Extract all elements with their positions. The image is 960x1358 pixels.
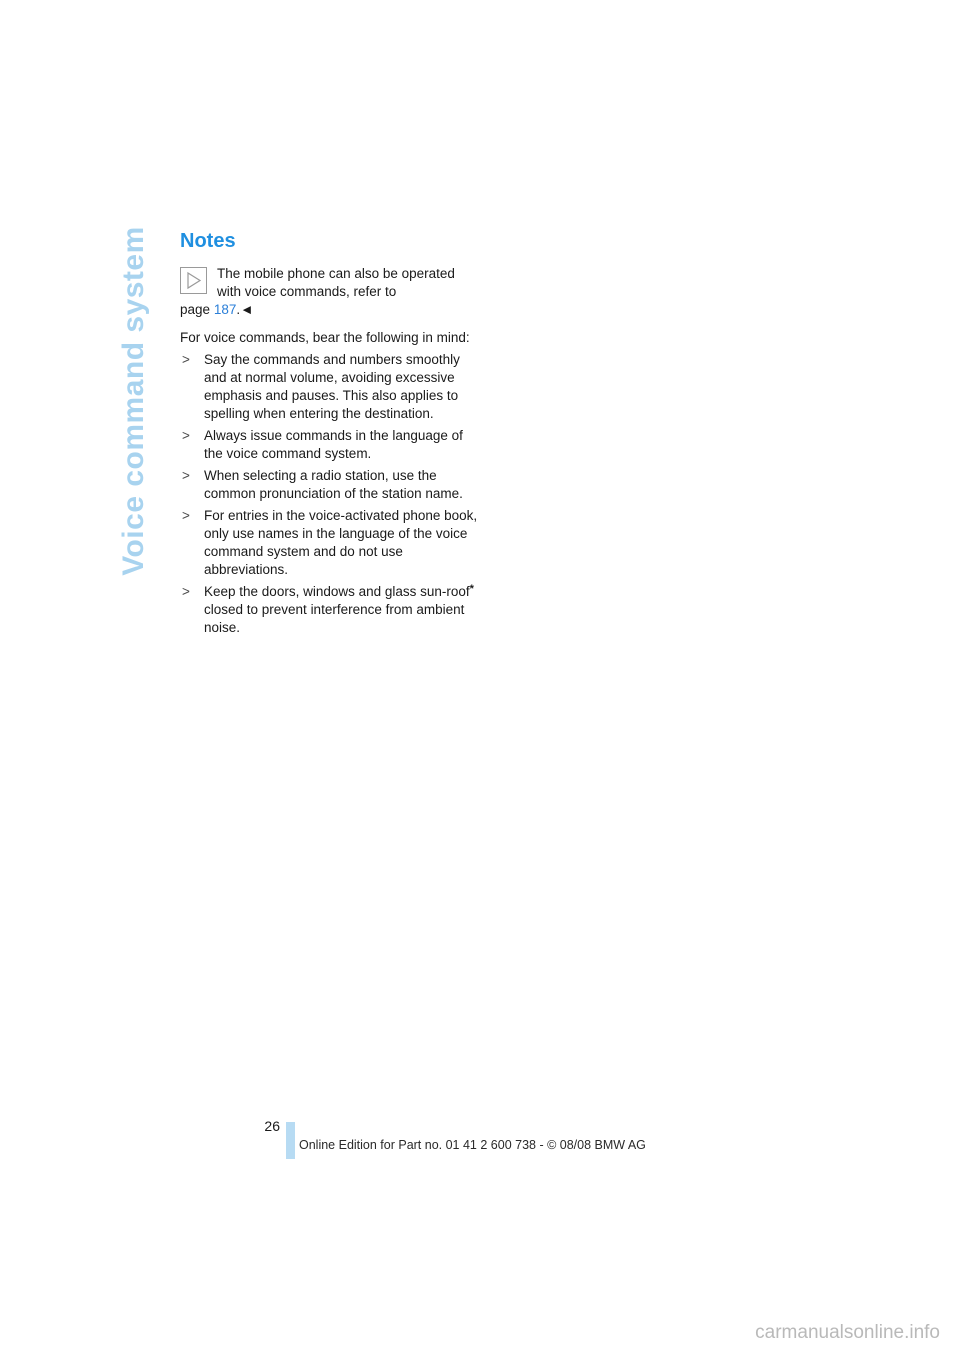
bullet-list: [180, 351, 480, 637]
note-end-mark: .◄: [236, 302, 254, 317]
footer-edition-text: Online Edition for Part no. 01 41 2 600 738 - © 08/08 BMW AG: [299, 1138, 646, 1152]
list-item: [180, 467, 480, 503]
section-title: Notes: [180, 230, 236, 252]
note-text: The mobile phone can also be operated with voice commands, refer to: [217, 266, 455, 299]
watermark: carmanualsonline.info: [755, 1322, 940, 1343]
bullet-marker: >: [182, 428, 190, 443]
note-block: [180, 265, 480, 319]
side-tab-label: Voice command system: [117, 226, 150, 576]
list-item-text: Always issue commands in the language of the voice command system.: [204, 428, 463, 461]
play-triangle-icon: [180, 267, 207, 294]
list-item-text-before: Keep the doors, windows and glass sun-roof: [204, 584, 470, 599]
bullet-marker: >: [182, 584, 190, 599]
bullet-marker: >: [182, 508, 190, 523]
list-item: [180, 583, 480, 637]
list-item-text: [204, 584, 474, 635]
note-tail: [180, 301, 480, 319]
footer-accent-bar: [286, 1122, 295, 1159]
list-item-text-after: closed to prevent interference from ambient noise.: [204, 602, 465, 635]
page-number: 26: [264, 1118, 280, 1134]
intro-text: For voice commands, bear the following in mind:: [180, 330, 470, 345]
bullet-marker: >: [182, 468, 190, 483]
list-item-text: For entries in the voice-activated phone book, only use names in the language of the voice command system and do not use abbreviations.: [204, 508, 478, 577]
list-item-text: When selecting a radio station, use the common pronunciation of the station name.: [204, 468, 463, 501]
list-item: [180, 507, 480, 579]
note-page-word: page: [180, 302, 211, 317]
side-tab: [114, 226, 154, 576]
list-item-text: Say the commands and numbers smoothly and at normal volume, avoiding excessive emphasis and pauses. This also applies to spelling when entering the destination.: [204, 352, 460, 421]
main-content: [180, 228, 480, 641]
optional-equipment-star: *: [469, 583, 474, 595]
bullet-marker: >: [182, 352, 190, 367]
list-item: [180, 427, 480, 463]
list-item: [180, 351, 480, 423]
page-reference-link[interactable]: 187: [213, 302, 237, 317]
